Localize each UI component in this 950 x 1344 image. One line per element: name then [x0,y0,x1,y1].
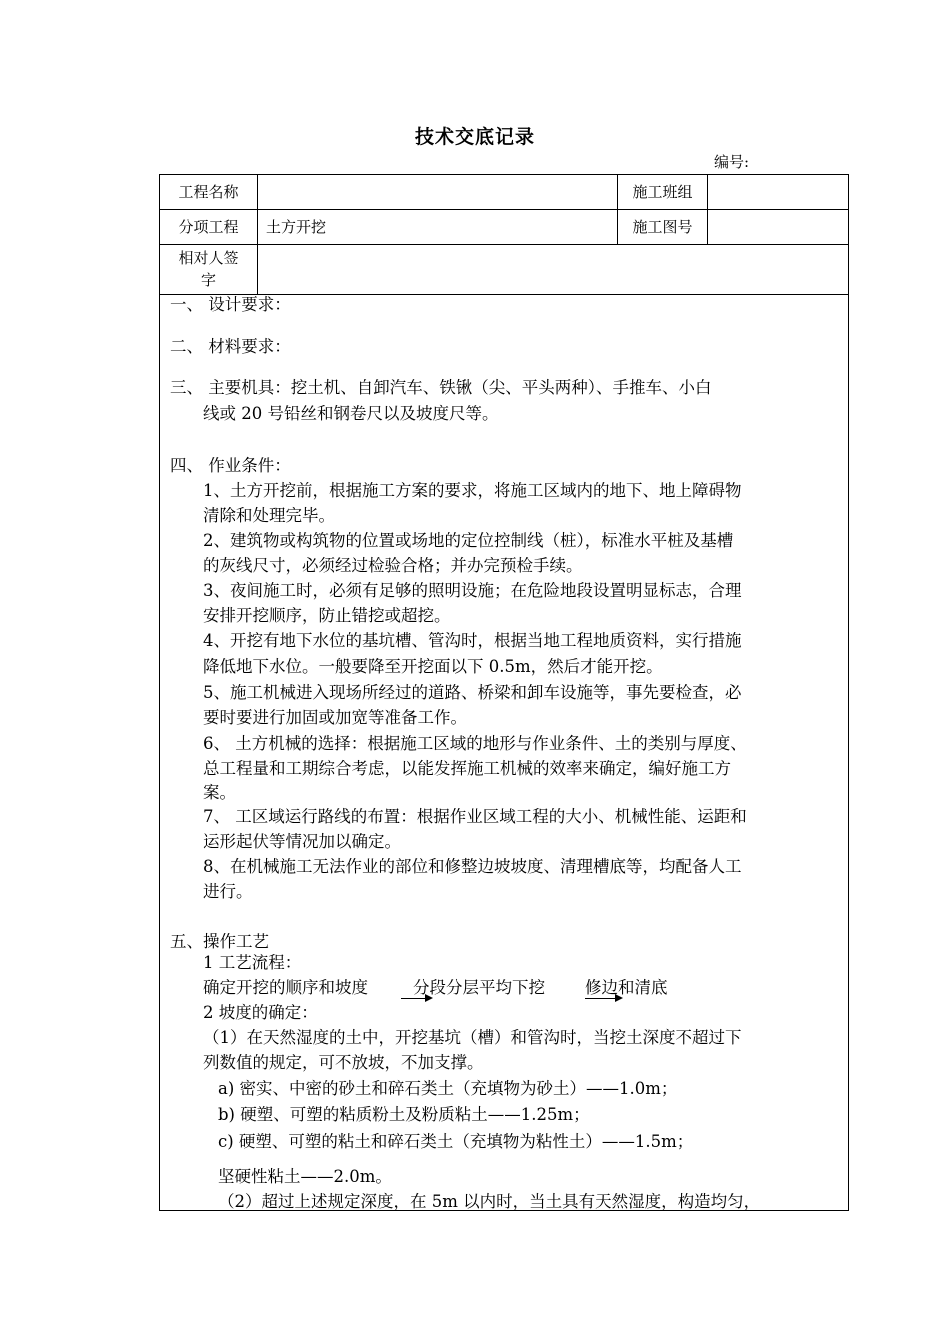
signature-label [160,247,257,291]
slope-rule-1: （1）在天然湿度的土中，开挖基坑（槽）和管沟时，当挖土深度不超过下 [203,1028,742,1047]
subitem-label: 分项工程 [178,218,239,236]
condition-item-cont: 降低地下水位。一般要降至开挖面以下 0.5m，然后才能开挖。 [203,657,663,676]
condition-item: 8、在机械施工无法作业的部位和修整边坡坡度、清理槽底等，均配备人工 [203,857,742,876]
signature-label-line1: 相对人签 [178,249,239,267]
section-main-tools-cont: 线或 20 号铅丝和钢卷尺以及坡度尺等。 [203,404,499,423]
table-border-top [159,174,849,175]
section-main-tools: 三、 主要机具：挖土机、自卸汽车、铁锹（尖、平头两种）、手推车、小白 [170,378,712,397]
slope-rule-2: （2）超过上述规定深度，在 5m 以内时，当土具有天然湿度，构造均匀， [218,1192,761,1211]
condition-item-cont: 总工程量和工期综合考虑，以能发挥施工机械的效率来确定，编好施工方 [203,759,731,778]
condition-item: 1、土方开挖前，根据施工方案的要求，将施工区域内的地下、地上障碍物 [203,481,742,500]
process-flow-heading: 1 工艺流程： [203,953,302,972]
slope-rule-a: a) 密实、中密的砂土和碎石类土（充填物为砂土）——1.0m； [218,1079,678,1098]
condition-item-cont: 运形起伏等情况加以确定。 [203,832,401,851]
slope-heading: 2 坡度的确定： [203,1003,318,1022]
condition-item-cont: 的灰线尺寸，必须经过检验合格；并办完预检手续。 [203,556,583,575]
signature-label-line2: 字 [200,271,216,289]
document-title: 技术交底记录 [414,126,535,148]
flow-step-1: 确定开挖的顺序和坡度 [203,978,368,997]
flow-step-3: 修边和清底 [585,978,668,997]
flow-step-2: 分段分层平均下挖 [413,978,545,997]
drawing-number-label: 施工图号 [632,218,693,236]
section-design-requirements: 一、 设计要求： [170,295,291,314]
condition-item-cont: 要时要进行加固或加宽等准备工作。 [203,708,467,727]
condition-item: 6、 土方机械的选择：根据施工区域的地形与作业条件、土的类别与厚度、 [203,734,747,753]
section-material-requirements: 二、 材料要求： [170,337,291,356]
condition-item: 4、开挖有地下水位的基坑槽、管沟时，根据当地工程地质资料，实行措施 [203,631,742,650]
section-operation-process: 五、操作工艺 [170,932,269,951]
table-border-right [848,174,849,1211]
condition-item-cont: 进行。 [203,882,253,901]
slope-rule-d: 坚硬性粘土——2.0m。 [218,1167,392,1186]
team-label: 施工班组 [632,183,693,201]
section-work-conditions: 四、 作业条件： [170,456,291,475]
subitem-field[interactable]: 土方开挖 [266,218,327,236]
condition-item-cont: 安排开挖顺序，防止错挖或超挖。 [203,606,451,625]
table-border-left [159,174,160,1211]
condition-item: 5、施工机械进入现场所经过的道路、桥梁和卸车设施等，事先要检查，必 [203,683,742,702]
project-name-label: 工程名称 [178,183,239,201]
condition-item-cont: 案。 [203,783,236,802]
table-row-divider [159,244,849,245]
table-row-divider [159,209,849,210]
condition-item: 7、 工区域运行路线的布置：根据作业区域工程的大小、机械性能、运距和 [203,807,747,826]
document-number-label: 编号: [714,153,750,171]
slope-rule-b: b) 硬塑、可塑的粘质粉土及粉质粘土——1.25m； [218,1105,590,1124]
table-column-divider [257,174,258,294]
slope-rule-c: c) 硬塑、可塑的粘土和碎石类土（充填物为粘性土）——1.5m； [218,1132,694,1151]
condition-item: 3、夜间施工时，必须有足够的照明设施；在危险地段设置明显标志，合理 [203,581,742,600]
condition-item: 2、建筑物或构筑物的位置或场地的定位控制线（桩），标准水平桩及基槽 [203,531,734,550]
slope-rule-1-cont: 列数值的规定，可不放坡，不加支撑。 [203,1053,484,1072]
condition-item-cont: 清除和处理完毕。 [203,506,335,525]
table-column-divider [707,174,708,244]
